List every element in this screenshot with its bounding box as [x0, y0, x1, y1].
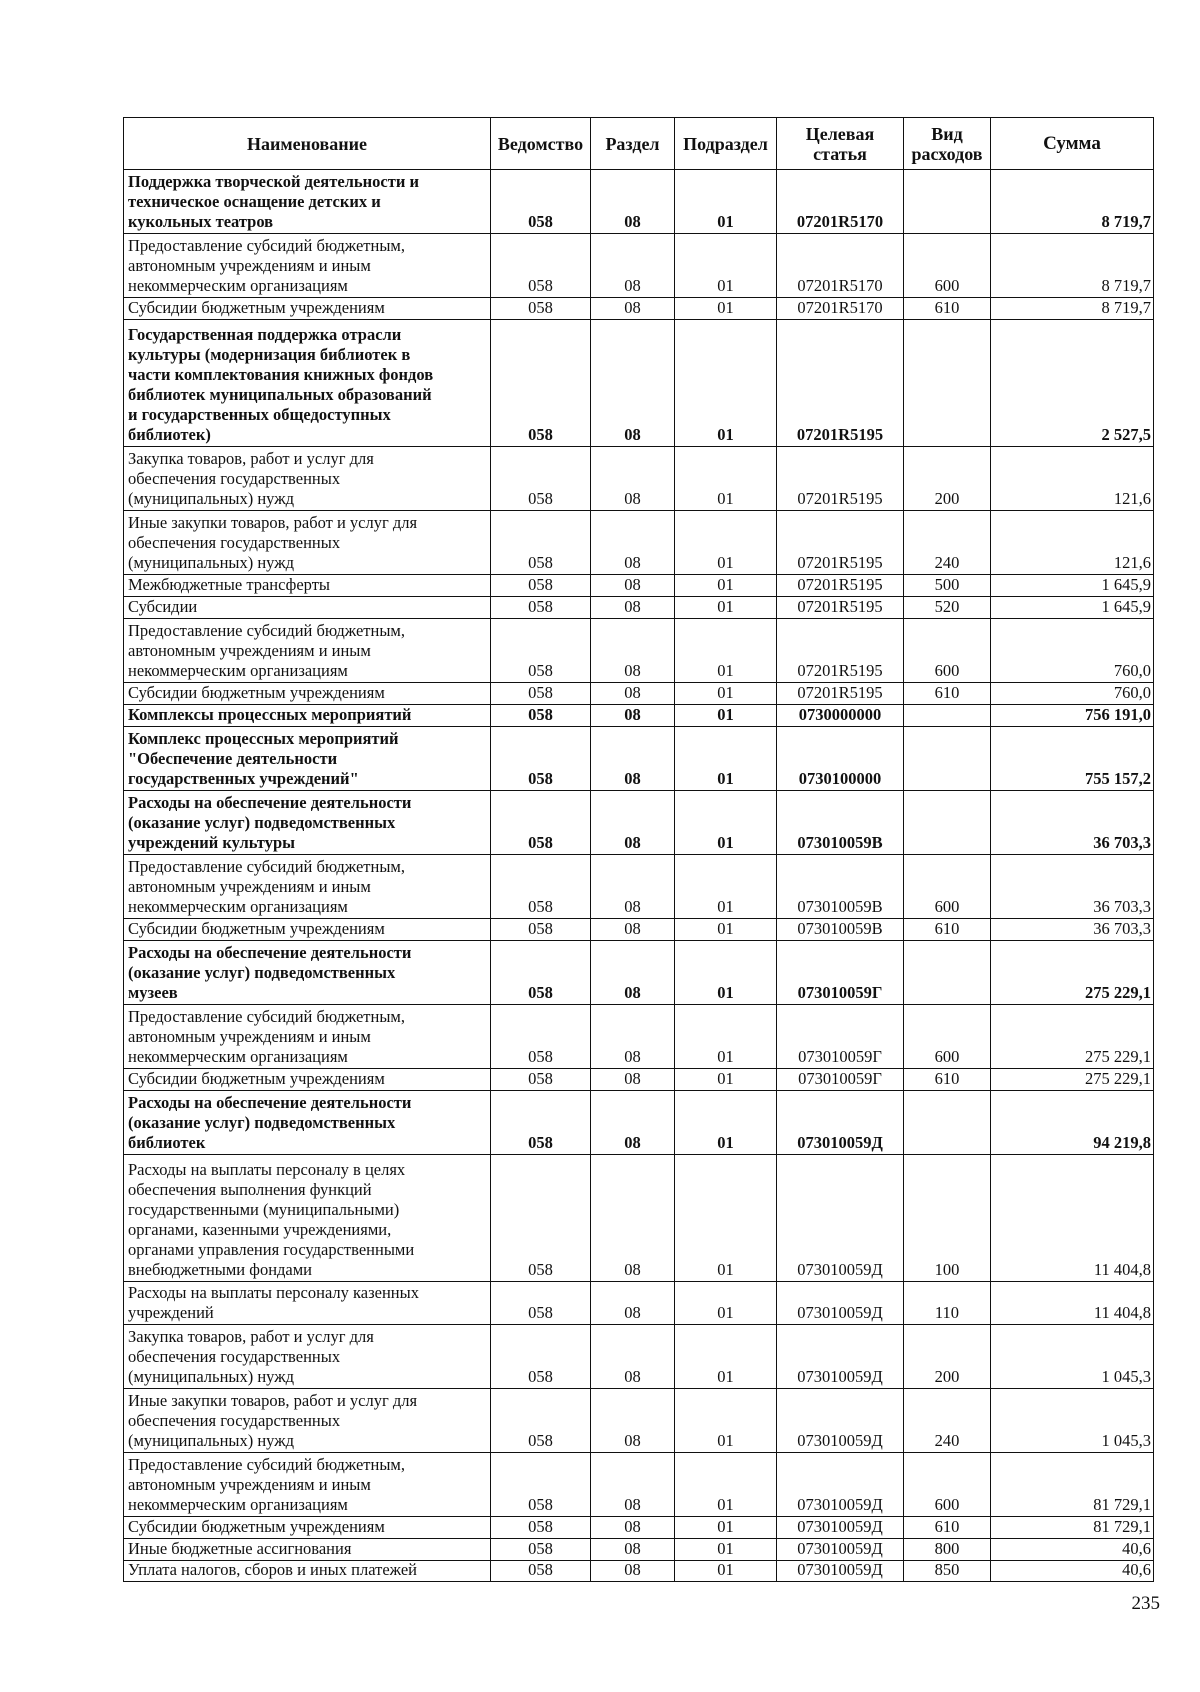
dept-cell: 058: [490, 1004, 590, 1068]
name-cell: [123, 510, 490, 574]
name-line: государственными (муниципальными): [128, 1200, 400, 1219]
subsection-cell: 01: [674, 574, 776, 596]
subsection-cell: 01: [674, 446, 776, 510]
column-header-subsection: Подраздел: [674, 117, 776, 169]
section-cell: 08: [590, 510, 674, 574]
kind-cell: 240: [903, 510, 990, 574]
name-line: Комплекс процессных мероприятий: [128, 729, 399, 748]
section-cell: 08: [590, 618, 674, 682]
name-cell: [123, 446, 490, 510]
target-cell: 0730100000: [776, 726, 903, 790]
kind-cell: 600: [903, 1004, 990, 1068]
column-header-target: Целевая статья: [776, 117, 903, 169]
name-line: музеев: [128, 983, 178, 1002]
subsection-cell: 01: [674, 704, 776, 726]
sum-cell: 755 157,2: [990, 726, 1154, 790]
name-cell: [123, 1452, 490, 1516]
name-line: Предоставление субсидий бюджетным,: [128, 857, 405, 876]
name-line: "Обеспечение деятельности: [128, 749, 338, 768]
table-row: [0, 297, 1200, 319]
sum-cell: 1 045,3: [990, 1388, 1154, 1452]
section-cell: 08: [590, 446, 674, 510]
target-cell: 07201R5195: [776, 682, 903, 704]
name-cell: [123, 704, 490, 726]
kind-cell: 110: [903, 1281, 990, 1324]
subsection-cell: 01: [674, 1154, 776, 1281]
target-cell: 07201R5170: [776, 297, 903, 319]
table-row: [0, 704, 1200, 726]
dept-cell: 058: [490, 169, 590, 233]
sum-cell: 40,6: [990, 1560, 1154, 1582]
subsection-cell: 01: [674, 1090, 776, 1154]
subsection-cell: 01: [674, 1388, 776, 1452]
kind-cell: 600: [903, 618, 990, 682]
section-cell: 08: [590, 682, 674, 704]
dept-cell: 058: [490, 1154, 590, 1281]
dept-cell: 058: [490, 1090, 590, 1154]
subsection-cell: 01: [674, 682, 776, 704]
name-line: кукольных театров: [128, 212, 274, 231]
kind-cell: [903, 1090, 990, 1154]
name-cell: [123, 1281, 490, 1324]
dept-cell: 058: [490, 297, 590, 319]
name-line: Предоставление субсидий бюджетным,: [128, 1455, 405, 1474]
table-row: [0, 1154, 1200, 1281]
name-line: Расходы на обеспечение деятельности: [128, 1093, 412, 1112]
sum-cell: 756 191,0: [990, 704, 1154, 726]
dept-cell: 058: [490, 726, 590, 790]
sum-cell: 760,0: [990, 682, 1154, 704]
name-line: (оказание услуг) подведомственных: [128, 963, 396, 982]
dept-cell: 058: [490, 1538, 590, 1560]
target-cell: 07201R5195: [776, 446, 903, 510]
dept-cell: 058: [490, 1388, 590, 1452]
section-cell: 08: [590, 319, 674, 446]
dept-cell: 058: [490, 854, 590, 918]
name-cell: [123, 1560, 490, 1582]
name-cell: [123, 1388, 490, 1452]
kind-cell: 500: [903, 574, 990, 596]
name-cell: [123, 940, 490, 1004]
target-cell: 0730000000: [776, 704, 903, 726]
name-line: (муниципальных) нужд: [128, 1367, 295, 1386]
target-cell: 073010059Д: [776, 1324, 903, 1388]
name-line: обеспечения выполнения функций: [128, 1180, 372, 1199]
name-line: Иные закупки товаров, работ и услуг для: [128, 513, 418, 532]
dept-cell: 058: [490, 618, 590, 682]
kind-cell: 850: [903, 1560, 990, 1582]
kind-cell: 520: [903, 596, 990, 618]
subsection-cell: 01: [674, 297, 776, 319]
dept-cell: 058: [490, 704, 590, 726]
sum-cell: 8 719,7: [990, 233, 1154, 297]
name-line: части комплектования книжных фондов: [128, 365, 434, 384]
kind-cell: [903, 726, 990, 790]
dept-cell: 058: [490, 574, 590, 596]
name-line: обеспечения государственных: [128, 1347, 341, 1366]
name-line: техническое оснащение детских и: [128, 192, 381, 211]
sum-cell: 1 645,9: [990, 574, 1154, 596]
name-line: некоммерческим организациям: [128, 661, 348, 680]
target-cell: 073010059Д: [776, 1452, 903, 1516]
name-cell: [123, 918, 490, 940]
kind-cell: [903, 790, 990, 854]
section-cell: 08: [590, 233, 674, 297]
section-cell: 08: [590, 1281, 674, 1324]
subsection-cell: 01: [674, 596, 776, 618]
name-line: автономным учреждениям и иным: [128, 256, 371, 275]
target-cell: 073010059Д: [776, 1281, 903, 1324]
table-row: [0, 682, 1200, 704]
name-line: (оказание услуг) подведомственных: [128, 1113, 396, 1132]
section-cell: 08: [590, 1516, 674, 1538]
name-cell: [123, 1068, 490, 1090]
name-line: некоммерческим организациям: [128, 1495, 348, 1514]
target-cell: 073010059Г: [776, 1004, 903, 1068]
target-cell: 073010059Г: [776, 1068, 903, 1090]
kind-cell: [903, 169, 990, 233]
section-cell: 08: [590, 790, 674, 854]
dept-cell: 058: [490, 233, 590, 297]
name-line: Межбюджетные трансферты: [128, 575, 331, 594]
name-cell: [123, 297, 490, 319]
name-line: некоммерческим организациям: [128, 1047, 348, 1066]
dept-cell: 058: [490, 510, 590, 574]
dept-cell: 058: [490, 1068, 590, 1090]
name-line: Расходы на выплаты персоналу в целях: [128, 1160, 406, 1179]
target-cell: 07201R5170: [776, 233, 903, 297]
name-line: Субсидии бюджетным учреждениям: [128, 1069, 385, 1088]
section-cell: 08: [590, 297, 674, 319]
name-line: обеспечения государственных: [128, 533, 341, 552]
kind-cell: 800: [903, 1538, 990, 1560]
name-line: (муниципальных) нужд: [128, 553, 295, 572]
table-row: [0, 940, 1200, 1004]
column-header-sum: Сумма: [990, 117, 1154, 169]
name-line: органами, казенными учреждениями,: [128, 1220, 392, 1239]
subsection-cell: 01: [674, 1068, 776, 1090]
subsection-cell: 01: [674, 1281, 776, 1324]
table-row: [0, 596, 1200, 618]
table-row: [0, 1004, 1200, 1068]
kind-cell: [903, 704, 990, 726]
target-cell: 073010059Г: [776, 940, 903, 1004]
column-header-kind: Вид расходов: [903, 117, 990, 169]
section-cell: 08: [590, 940, 674, 1004]
sum-cell: 275 229,1: [990, 940, 1154, 1004]
subsection-cell: 01: [674, 918, 776, 940]
subsection-cell: 01: [674, 1516, 776, 1538]
name-line: обеспечения государственных: [128, 1411, 341, 1430]
name-line: Государственная поддержка отрасли: [128, 325, 402, 344]
target-cell: 073010059Д: [776, 1090, 903, 1154]
table-row: [0, 726, 1200, 790]
name-line: Расходы на обеспечение деятельности: [128, 943, 412, 962]
sum-cell: 11 404,8: [990, 1281, 1154, 1324]
name-line: Комплексы процессных мероприятий: [128, 705, 412, 724]
dept-cell: 058: [490, 918, 590, 940]
subsection-cell: 01: [674, 726, 776, 790]
name-line: учреждений: [128, 1303, 214, 1322]
name-line: учреждений культуры: [128, 833, 295, 852]
target-cell: 073010059Д: [776, 1516, 903, 1538]
name-line: органами управления государственными: [128, 1240, 415, 1259]
kind-cell: [903, 940, 990, 1004]
name-cell: [123, 790, 490, 854]
subsection-cell: 01: [674, 1560, 776, 1582]
dept-cell: 058: [490, 682, 590, 704]
subsection-cell: 01: [674, 169, 776, 233]
name-line: (оказание услуг) подведомственных: [128, 813, 396, 832]
section-cell: 08: [590, 1004, 674, 1068]
kind-cell: 610: [903, 1516, 990, 1538]
name-line: Закупка товаров, работ и услуг для: [128, 449, 374, 468]
name-line: Уплата налогов, сборов и иных платежей: [128, 1560, 417, 1579]
section-cell: 08: [590, 169, 674, 233]
table-row: [0, 233, 1200, 297]
sum-cell: 81 729,1: [990, 1516, 1154, 1538]
section-cell: 08: [590, 596, 674, 618]
section-cell: 08: [590, 854, 674, 918]
table-row: [0, 918, 1200, 940]
table-row: [0, 790, 1200, 854]
sum-cell: 36 703,3: [990, 918, 1154, 940]
name-cell: [123, 574, 490, 596]
name-cell: [123, 1090, 490, 1154]
name-cell: [123, 319, 490, 446]
name-line: Расходы на выплаты персоналу казенных: [128, 1283, 419, 1302]
subsection-cell: 01: [674, 618, 776, 682]
name-line: автономным учреждениям и иным: [128, 1027, 371, 1046]
section-cell: 08: [590, 1090, 674, 1154]
kind-cell: 610: [903, 297, 990, 319]
sum-cell: 2 527,5: [990, 319, 1154, 446]
name-cell: [123, 682, 490, 704]
subsection-cell: 01: [674, 854, 776, 918]
name-cell: [123, 1516, 490, 1538]
name-cell: [123, 1538, 490, 1560]
name-line: автономным учреждениям и иным: [128, 877, 371, 896]
kind-cell: 200: [903, 446, 990, 510]
sum-cell: 121,6: [990, 446, 1154, 510]
target-cell: 07201R5195: [776, 574, 903, 596]
name-line: Предоставление субсидий бюджетным,: [128, 236, 405, 255]
section-cell: 08: [590, 1560, 674, 1582]
kind-cell: 600: [903, 1452, 990, 1516]
table-row: [0, 1516, 1200, 1538]
table-row: [0, 169, 1200, 233]
sum-cell: 275 229,1: [990, 1004, 1154, 1068]
subsection-cell: 01: [674, 233, 776, 297]
name-cell: [123, 233, 490, 297]
target-cell: 07201R5170: [776, 169, 903, 233]
section-cell: 08: [590, 704, 674, 726]
dept-cell: 058: [490, 596, 590, 618]
name-line: некоммерческим организациям: [128, 897, 348, 916]
sum-cell: 36 703,3: [990, 790, 1154, 854]
table-row: [0, 1452, 1200, 1516]
table-row: [0, 1090, 1200, 1154]
name-line: Поддержка творческой деятельности и: [128, 172, 419, 191]
subsection-cell: 01: [674, 1004, 776, 1068]
target-cell: 073010059В: [776, 918, 903, 940]
table-row: [0, 510, 1200, 574]
name-cell: [123, 169, 490, 233]
name-line: культуры (модернизация библиотек в: [128, 345, 411, 364]
subsection-cell: 01: [674, 510, 776, 574]
table-row: [0, 446, 1200, 510]
table-row: [0, 1324, 1200, 1388]
sum-cell: 121,6: [990, 510, 1154, 574]
subsection-cell: 01: [674, 1538, 776, 1560]
name-cell: [123, 618, 490, 682]
name-line: библиотек): [128, 425, 211, 444]
table-row: [0, 1068, 1200, 1090]
name-cell: [123, 1004, 490, 1068]
subsection-cell: 01: [674, 790, 776, 854]
target-cell: 073010059Д: [776, 1538, 903, 1560]
kind-cell: 610: [903, 682, 990, 704]
kind-cell: 600: [903, 854, 990, 918]
name-line: Предоставление субсидий бюджетным,: [128, 621, 405, 640]
dept-cell: 058: [490, 940, 590, 1004]
dept-cell: 058: [490, 1516, 590, 1538]
name-cell: [123, 1324, 490, 1388]
name-line: обеспечения государственных: [128, 469, 341, 488]
name-line: внебюджетными фондами: [128, 1260, 313, 1279]
table-row: [0, 618, 1200, 682]
target-cell: 07201R5195: [776, 596, 903, 618]
section-cell: 08: [590, 1452, 674, 1516]
target-cell: 07201R5195: [776, 510, 903, 574]
name-cell: [123, 854, 490, 918]
name-line: Расходы на обеспечение деятельности: [128, 793, 412, 812]
sum-cell: 81 729,1: [990, 1452, 1154, 1516]
section-cell: 08: [590, 726, 674, 790]
section-cell: 08: [590, 1538, 674, 1560]
kind-cell: 100: [903, 1154, 990, 1281]
dept-cell: 058: [490, 1281, 590, 1324]
column-header-section: Раздел: [590, 117, 674, 169]
section-cell: 08: [590, 918, 674, 940]
name-line: библиотек: [128, 1133, 206, 1152]
name-line: и государственных общедоступных: [128, 405, 391, 424]
sum-cell: 8 719,7: [990, 297, 1154, 319]
name-cell: [123, 1154, 490, 1281]
column-header-name: Наименование: [123, 117, 490, 169]
sum-cell: 8 719,7: [990, 169, 1154, 233]
name-line: Закупка товаров, работ и услуг для: [128, 1327, 374, 1346]
dept-cell: 058: [490, 1560, 590, 1582]
kind-cell: 240: [903, 1388, 990, 1452]
name-line: государственных учреждений": [128, 769, 359, 788]
dept-cell: 058: [490, 790, 590, 854]
name-line: Иные бюджетные ассигнования: [128, 1539, 352, 1558]
name-line: Субсидии бюджетным учреждениям: [128, 683, 385, 702]
name-line: Иные закупки товаров, работ и услуг для: [128, 1391, 418, 1410]
kind-cell: [903, 319, 990, 446]
table-row: [0, 1560, 1200, 1582]
section-cell: 08: [590, 574, 674, 596]
target-cell: 073010059В: [776, 790, 903, 854]
kind-cell: 610: [903, 918, 990, 940]
name-line: некоммерческим организациям: [128, 276, 348, 295]
sum-cell: 11 404,8: [990, 1154, 1154, 1281]
name-line: (муниципальных) нужд: [128, 489, 295, 508]
page-number: 235: [1131, 1593, 1160, 1614]
table-row: [0, 854, 1200, 918]
subsection-cell: 01: [674, 319, 776, 446]
sum-cell: 36 703,3: [990, 854, 1154, 918]
target-cell: 073010059Д: [776, 1388, 903, 1452]
name-line: Субсидии бюджетным учреждениям: [128, 1517, 385, 1536]
dept-cell: 058: [490, 1452, 590, 1516]
sum-cell: 760,0: [990, 618, 1154, 682]
name-line: Субсидии: [128, 597, 198, 616]
subsection-cell: 01: [674, 1324, 776, 1388]
table-header-row: [0, 117, 1200, 169]
kind-cell: 600: [903, 233, 990, 297]
name-line: Предоставление субсидий бюджетным,: [128, 1007, 405, 1026]
table-row: [0, 319, 1200, 446]
name-line: Субсидии бюджетным учреждениям: [128, 919, 385, 938]
kind-cell: 610: [903, 1068, 990, 1090]
sum-cell: 94 219,8: [990, 1090, 1154, 1154]
name-line: автономным учреждениям и иным: [128, 641, 371, 660]
kind-cell: 200: [903, 1324, 990, 1388]
table-row: [0, 1538, 1200, 1560]
dept-cell: 058: [490, 1324, 590, 1388]
name-cell: [123, 596, 490, 618]
table-row: [0, 1281, 1200, 1324]
section-cell: 08: [590, 1388, 674, 1452]
sum-cell: 275 229,1: [990, 1068, 1154, 1090]
name-line: автономным учреждениям и иным: [128, 1475, 371, 1494]
target-cell: 073010059Д: [776, 1154, 903, 1281]
subsection-cell: 01: [674, 940, 776, 1004]
name-line: библиотек муниципальных образований: [128, 385, 432, 404]
name-line: (муниципальных) нужд: [128, 1431, 295, 1450]
dept-cell: 058: [490, 446, 590, 510]
target-cell: 073010059В: [776, 854, 903, 918]
sum-cell: 1 045,3: [990, 1324, 1154, 1388]
name-cell: [123, 726, 490, 790]
target-cell: 07201R5195: [776, 319, 903, 446]
target-cell: 073010059Д: [776, 1560, 903, 1582]
column-header-dept: Ведомство: [490, 117, 590, 169]
sum-cell: 1 645,9: [990, 596, 1154, 618]
sum-cell: 40,6: [990, 1538, 1154, 1560]
target-cell: 07201R5195: [776, 618, 903, 682]
section-cell: 08: [590, 1324, 674, 1388]
dept-cell: 058: [490, 319, 590, 446]
table-row: [0, 574, 1200, 596]
section-cell: 08: [590, 1068, 674, 1090]
name-line: Субсидии бюджетным учреждениям: [128, 298, 385, 317]
table-row: [0, 1388, 1200, 1452]
subsection-cell: 01: [674, 1452, 776, 1516]
section-cell: 08: [590, 1154, 674, 1281]
